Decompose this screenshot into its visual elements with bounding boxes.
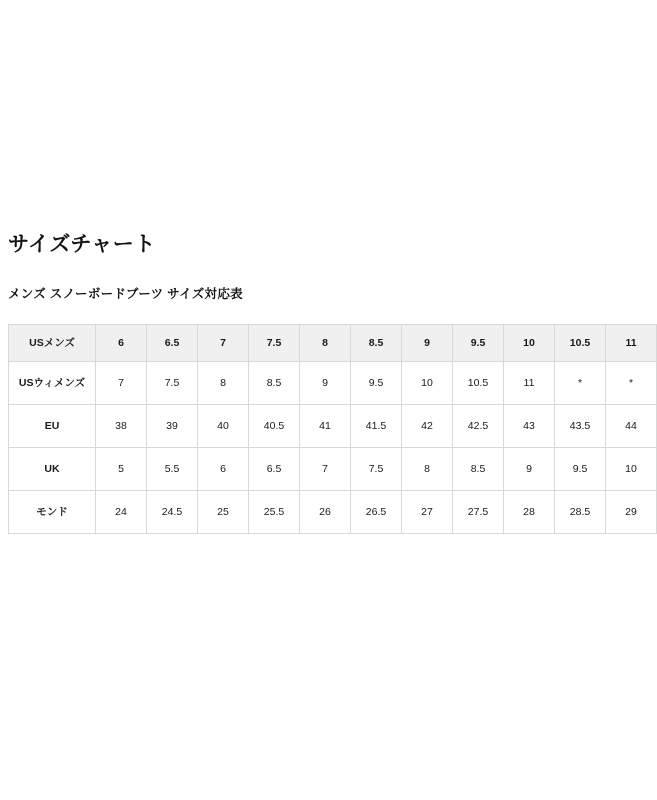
table-cell: 43 — [504, 405, 555, 448]
table-cell: 42.5 — [453, 405, 504, 448]
header-cell-size: 10.5 — [555, 325, 606, 362]
table-cell: 28 — [504, 491, 555, 534]
header-cell-size: 10 — [504, 325, 555, 362]
table-cell: 25.5 — [249, 491, 300, 534]
size-chart-section — [8, 228, 637, 534]
table-cell: 26 — [300, 491, 351, 534]
table-cell: 8.5 — [249, 362, 300, 405]
table-cell: 7 — [96, 362, 147, 405]
table-cell: 7.5 — [351, 448, 402, 491]
table-cell: 41 — [300, 405, 351, 448]
table-cell: 43.5 — [555, 405, 606, 448]
table-cell: 5.5 — [147, 448, 198, 491]
table-cell: 9 — [504, 448, 555, 491]
table-cell: 7 — [300, 448, 351, 491]
table-cell: 7.5 — [147, 362, 198, 405]
table-cell: 40.5 — [249, 405, 300, 448]
table-cell: 39 — [147, 405, 198, 448]
row-label: モンド — [9, 491, 96, 534]
table-cell: 24 — [96, 491, 147, 534]
table-cell: 9 — [300, 362, 351, 405]
row-label: UK — [9, 448, 96, 491]
header-cell-size: 7.5 — [249, 325, 300, 362]
header-cell-size: 8 — [300, 325, 351, 362]
table-row — [9, 448, 657, 491]
table-cell: 26.5 — [351, 491, 402, 534]
chart-subtitle: メンズ スノーボードブーツ サイズ対応表 — [8, 287, 243, 301]
table-cell: 8 — [402, 448, 453, 491]
row-label: USウィメンズ — [9, 362, 96, 405]
table-row — [9, 405, 657, 448]
header-cell-size: 7 — [198, 325, 249, 362]
table-cell: 8.5 — [453, 448, 504, 491]
table-row — [9, 491, 657, 534]
table-cell: 27 — [402, 491, 453, 534]
table-cell: 25 — [198, 491, 249, 534]
header-cell-size: 11 — [606, 325, 657, 362]
header-cell-size: 9 — [402, 325, 453, 362]
table-cell: 10 — [402, 362, 453, 405]
table-cell: 11 — [504, 362, 555, 405]
row-label: EU — [9, 405, 96, 448]
page-title: サイズチャート — [8, 233, 156, 256]
table-row — [9, 362, 657, 405]
table-cell: * — [555, 362, 606, 405]
table-cell: 5 — [96, 448, 147, 491]
table-cell: 10 — [606, 448, 657, 491]
table-cell: 6.5 — [249, 448, 300, 491]
table-cell: 6 — [198, 448, 249, 491]
table-cell: 38 — [96, 405, 147, 448]
header-cell-size: 6.5 — [147, 325, 198, 362]
header-cell-size: 6 — [96, 325, 147, 362]
table-cell: 44 — [606, 405, 657, 448]
header-cell-system: USメンズ — [9, 325, 96, 362]
table-cell: 9.5 — [351, 362, 402, 405]
header-cell-size: 9.5 — [453, 325, 504, 362]
table-cell: 10.5 — [453, 362, 504, 405]
table-cell: * — [606, 362, 657, 405]
table-header — [9, 325, 657, 362]
header-cell-size: 8.5 — [351, 325, 402, 362]
table-cell: 42 — [402, 405, 453, 448]
table-cell: 40 — [198, 405, 249, 448]
table-cell: 29 — [606, 491, 657, 534]
table-cell: 41.5 — [351, 405, 402, 448]
size-conversion-table — [8, 324, 657, 534]
table-cell: 28.5 — [555, 491, 606, 534]
table-body — [9, 362, 657, 534]
table-header-row — [9, 325, 657, 362]
table-cell: 24.5 — [147, 491, 198, 534]
table-cell: 9.5 — [555, 448, 606, 491]
table-cell: 8 — [198, 362, 249, 405]
table-cell: 27.5 — [453, 491, 504, 534]
